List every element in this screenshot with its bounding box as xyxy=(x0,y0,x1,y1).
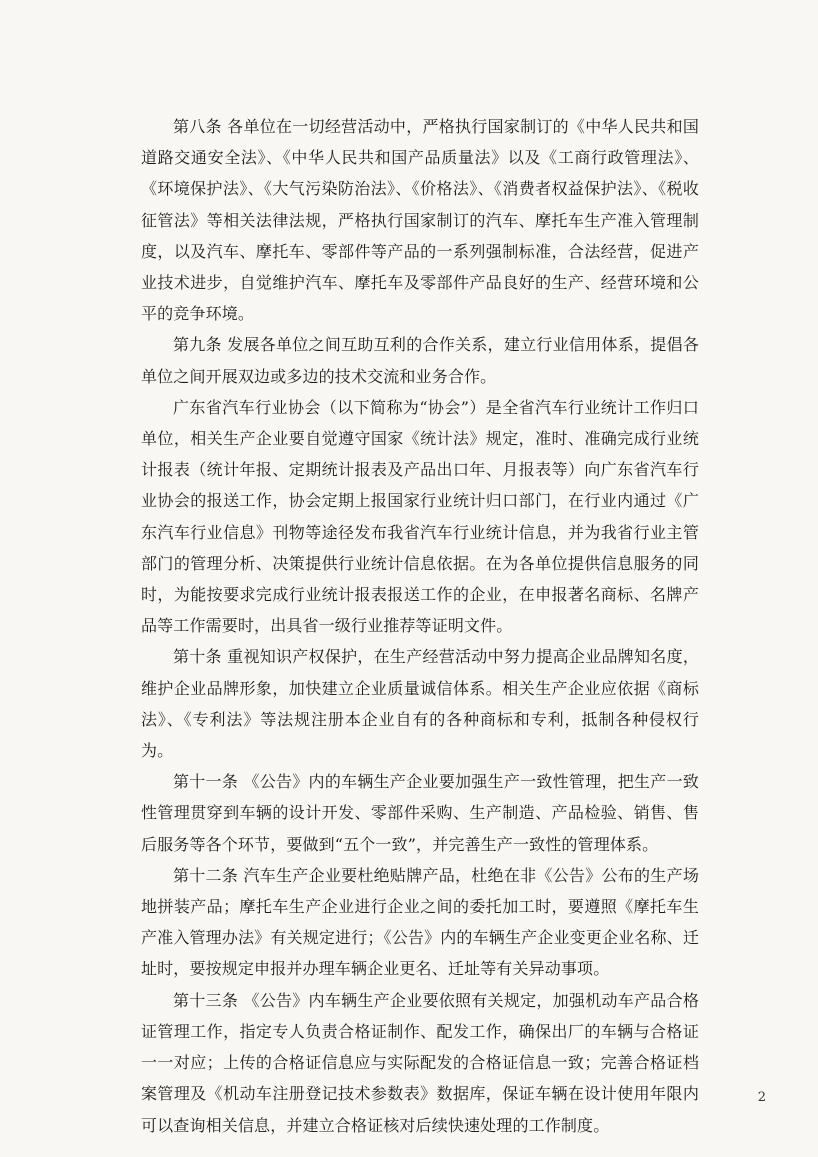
paragraph-article-10: 第十条 重视知识产权保护，在生产经营活动中努力提高企业品牌知名度，维护企业品牌形象，加快建立企业质量诚信体系。相关生产企业应依据《商标法》、《专利法》等法规注册本企业自有的各种商标和专利，抵制各种侵权行为。 xyxy=(141,647,699,761)
paragraph-statistics: 广东省汽车行业协会（以下简称为“协会”）是全省汽车行业统计工作归口单位，相关生产企业要自觉遵守国家《统计法》规定，准时、准确完成行业统计报表（统计年报、定期统计报表及产品出口年、月报表等）向广东省汽车行业协会的报送工作，协会定期上报国家行业统计归口部门，在行业内通过《广东汽车行业信息》刊物等途径发布我省汽车行业统计信息，并为我省行业主管部门的管理分析、决策提供行业统计信息依据。在为各单位提供信息服务的同时，为能按要求完成行业统计报表报送工作的企业，在申报著名商标、名牌产品等工作需要时，出具省一级行业推荐等证明文件。 xyxy=(141,397,699,636)
paragraph-article-11: 第十一条 《公告》内的车辆生产企业要加强生产一致性管理，把生产一致性管理贯穿到车辆的设计开发、零部件采购、生产制造、产品检验、销售、售后服务等各个环节，要做到“五个一致”，并完善生产一致性的管理体系。 xyxy=(141,772,699,854)
paragraph-article-13: 第十三条 《公告》内车辆生产企业要依照有关规定，加强机动车产品合格证管理工作，指定专人负责合格证制作、配发工作，确保出厂的车辆与合格证一一对应；上传的合格证信息应与实际配发的合格证信息一致；完善合格证档案管理及《机动车注册登记技术参数表》数据库，保证车辆在设计使用年限内可以查询相关信息，并建立合格证核对后续快速处理的工作制度。 xyxy=(141,990,699,1135)
paragraph-article-9: 第九条 发展各单位之间互助互利的合作关系，建立行业信用体系，提倡各单位之间开展双边或多边的技术交流和业务合作。 xyxy=(141,335,699,386)
page-number: 2 xyxy=(757,1090,766,1105)
paragraph-article-8: 第八条 各单位在一切经营活动中，严格执行国家制订的《中华人民共和国道路交通安全法》、《中华人民共和国产品质量法》以及《工商行政管理法》、《环境保护法》、《大气污染防治法》、《价格法》、《消费者权益保护法》、《税收征管法》等相关法律法规，严格执行国家制订的汽车、摩托车生产准入管理制度，以及汽车、摩托车、零部件等产品的一系列强制标准，合法经营，促进产业技术进步，自觉维护汽车、摩托车及零部件产品良好的生产、经营环境和公平的竞争环境。 xyxy=(141,117,699,324)
document-body xyxy=(141,111,699,1141)
paragraph-article-12: 第十二条 汽车生产企业要杜绝贴牌产品，杜绝在非《公告》公布的生产场地拼装产品；摩托车生产企业进行企业之间的委托加工时，要遵照《摩托车生产准入管理办法》有关规定进行；《公告》内的车辆生产企业变更企业名称、迁址时，要按规定申报并办理车辆企业更名、迁址等有关异动事项。 xyxy=(141,865,699,979)
